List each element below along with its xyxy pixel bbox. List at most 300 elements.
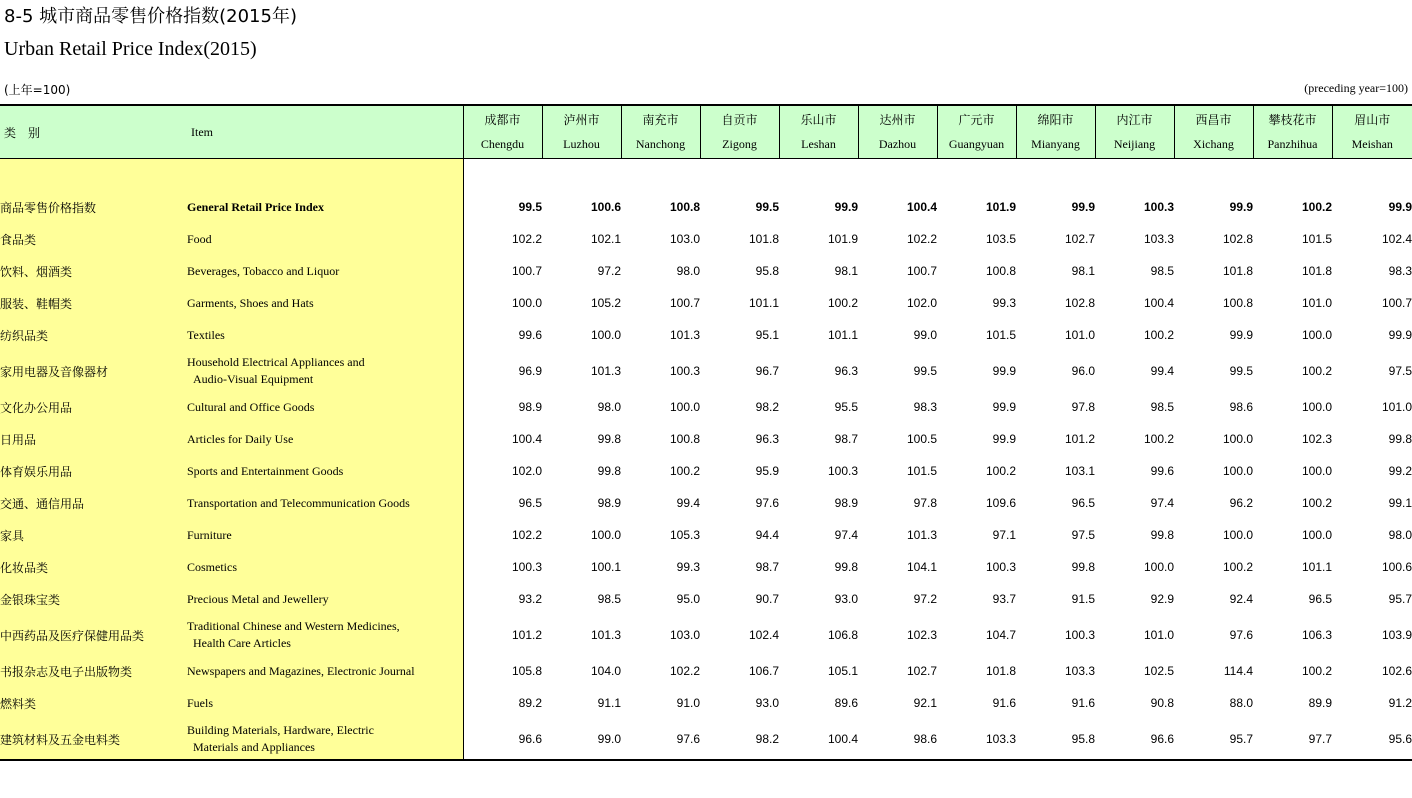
value-cell: 102.4 bbox=[748, 628, 779, 642]
value-cell: 100.4 bbox=[511, 432, 542, 446]
row-item-en bbox=[187, 391, 463, 423]
header-city-cn: 自贡市 bbox=[721, 113, 758, 127]
value-cell: 102.7 bbox=[906, 664, 937, 678]
table-row bbox=[0, 255, 1412, 287]
value-cell: 98.1 bbox=[834, 264, 858, 278]
value-cell: 96.5 bbox=[518, 496, 542, 510]
row-category-cn: 饮料、烟酒类 bbox=[0, 255, 187, 287]
value-cell: 100.8 bbox=[985, 264, 1016, 278]
row-item-en bbox=[187, 191, 463, 223]
value-cell: 104.0 bbox=[590, 664, 621, 678]
value-cell: 95.0 bbox=[676, 592, 700, 606]
row-category-cn: 商品零售价格指数 bbox=[0, 191, 187, 223]
value-cell: 99.6 bbox=[1150, 464, 1174, 478]
row-item-en bbox=[187, 423, 463, 455]
value-cell: 95.7 bbox=[1174, 719, 1253, 760]
value-cell: 106.3 bbox=[1301, 628, 1332, 642]
value-cell: 96.6 bbox=[463, 719, 542, 760]
row-item-en bbox=[187, 319, 463, 351]
value-cell: 91.6 bbox=[1071, 696, 1095, 710]
value-cell: 103.3 bbox=[937, 719, 1016, 760]
value-cell: 98.7 bbox=[755, 560, 779, 574]
value-cell: 100.2 bbox=[1301, 200, 1332, 214]
value-cell: 99.5 bbox=[1229, 364, 1253, 378]
table-row bbox=[0, 615, 1412, 655]
value-cell: 93.0 bbox=[755, 696, 779, 710]
value-cell: 96.3 bbox=[755, 432, 779, 446]
value-cell: 102.1 bbox=[590, 232, 621, 246]
value-cell: 101.2 bbox=[1064, 432, 1095, 446]
value-cell: 102.2 bbox=[511, 232, 542, 246]
value-cell: 99.1 bbox=[1388, 496, 1412, 510]
value-cell: 101.0 bbox=[1143, 628, 1174, 642]
value-cell: 106.8 bbox=[827, 628, 858, 642]
value-cell: 101.1 bbox=[1301, 560, 1332, 574]
value-cell: 97.2 bbox=[597, 264, 621, 278]
value-cell: 100.0 bbox=[590, 528, 621, 542]
header-city bbox=[1253, 105, 1332, 159]
value-cell: 96.0 bbox=[1071, 364, 1095, 378]
value-cell: 92.1 bbox=[913, 696, 937, 710]
value-cell: 96.5 bbox=[1071, 496, 1095, 510]
value-cell: 98.9 bbox=[597, 496, 621, 510]
value-cell: 89.2 bbox=[518, 696, 542, 710]
row-item-en-line: Materials and Appliances bbox=[193, 740, 315, 754]
value-cell: 102.5 bbox=[1143, 664, 1174, 678]
table-header-row bbox=[0, 105, 1412, 159]
value-cell: 102.0 bbox=[906, 296, 937, 310]
value-cell: 101.2 bbox=[511, 628, 542, 642]
value-cell: 102.4 bbox=[1381, 232, 1412, 246]
value-cell: 98.0 bbox=[676, 264, 700, 278]
value-cell: 96.5 bbox=[1308, 592, 1332, 606]
value-cell: 100.8 bbox=[669, 432, 700, 446]
header-city bbox=[779, 105, 858, 159]
value-cell: 101.8 bbox=[985, 664, 1016, 678]
value-cell: 96.2 bbox=[1229, 496, 1253, 510]
value-cell: 99.9 bbox=[992, 400, 1016, 414]
value-cell: 103.0 bbox=[669, 232, 700, 246]
value-cell: 102.6 bbox=[1381, 664, 1412, 678]
row-item-en bbox=[187, 719, 463, 760]
row-item-en bbox=[187, 583, 463, 615]
row-item-en bbox=[187, 223, 463, 255]
value-cell: 101.0 bbox=[1301, 296, 1332, 310]
value-cell: 100.3 bbox=[669, 364, 700, 378]
value-cell: 99.4 bbox=[1150, 364, 1174, 378]
value-cell: 100.0 bbox=[511, 296, 542, 310]
row-item-en-line: Fuels bbox=[187, 695, 214, 710]
value-cell: 97.5 bbox=[1388, 364, 1412, 378]
spacer-row bbox=[0, 159, 1412, 192]
header-city-en: Panzhihua bbox=[1267, 137, 1318, 151]
value-cell: 91.1 bbox=[597, 696, 621, 710]
value-cell: 97.8 bbox=[1071, 400, 1095, 414]
page-title-cn: 8-5 城市商品零售价格指数(2015年) bbox=[4, 6, 297, 27]
value-cell: 98.2 bbox=[755, 400, 779, 414]
value-cell: 109.6 bbox=[985, 496, 1016, 510]
value-cell: 99.8 bbox=[597, 464, 621, 478]
row-category-cn: 交通、通信用品 bbox=[0, 487, 187, 519]
table-row bbox=[0, 391, 1412, 423]
value-cell: 105.2 bbox=[590, 296, 621, 310]
value-cell: 99.2 bbox=[1388, 464, 1412, 478]
table-row bbox=[0, 551, 1412, 583]
value-cell: 100.3 bbox=[511, 560, 542, 574]
header-city-en: Guangyuan bbox=[948, 137, 1005, 151]
value-cell: 101.3 bbox=[590, 628, 621, 642]
value-cell: 100.0 bbox=[669, 400, 700, 414]
table-row bbox=[0, 191, 1412, 223]
value-cell: 97.6 bbox=[755, 496, 779, 510]
value-cell: 98.3 bbox=[913, 400, 937, 414]
row-category-cn: 服装、鞋帽类 bbox=[0, 287, 187, 319]
value-cell: 93.2 bbox=[518, 592, 542, 606]
value-cell: 100.8 bbox=[669, 200, 700, 214]
value-cell: 100.2 bbox=[669, 464, 700, 478]
value-cell: 95.5 bbox=[834, 400, 858, 414]
table-row bbox=[0, 223, 1412, 255]
value-cell: 100.0 bbox=[590, 328, 621, 342]
table-row bbox=[0, 687, 1412, 719]
value-cell: 102.3 bbox=[1301, 432, 1332, 446]
header-item: Item bbox=[187, 105, 463, 159]
row-item-en bbox=[187, 287, 463, 319]
value-cell: 101.5 bbox=[1301, 232, 1332, 246]
value-cell: 90.7 bbox=[755, 592, 779, 606]
header-city bbox=[1174, 105, 1253, 159]
header-city-en: Chengdu bbox=[480, 137, 525, 151]
header-city-en: Luzhou bbox=[563, 137, 600, 151]
value-cell: 100.2 bbox=[1301, 496, 1332, 510]
header-city-cn: 绵阳市 bbox=[1037, 113, 1074, 127]
value-cell: 105.8 bbox=[511, 664, 542, 678]
value-cell: 97.5 bbox=[1071, 528, 1095, 542]
row-item-en bbox=[187, 455, 463, 487]
header-city-en: Leshan bbox=[801, 137, 836, 151]
row-category-cn: 化妆品类 bbox=[0, 551, 187, 583]
value-cell: 101.1 bbox=[748, 296, 779, 310]
row-item-en-line: Textiles bbox=[187, 327, 225, 342]
row-item-en-line: General Retail Price Index bbox=[187, 199, 324, 214]
table-row bbox=[0, 583, 1412, 615]
header-city bbox=[858, 105, 937, 159]
row-category-cn: 纺织品类 bbox=[0, 319, 187, 351]
row-item-en bbox=[187, 551, 463, 583]
row-category-cn: 日用品 bbox=[0, 423, 187, 455]
header-city bbox=[1095, 105, 1174, 159]
value-cell: 89.9 bbox=[1308, 696, 1332, 710]
value-cell: 100.7 bbox=[669, 296, 700, 310]
value-cell: 98.2 bbox=[700, 719, 779, 760]
value-cell: 103.0 bbox=[669, 628, 700, 642]
value-cell: 100.0 bbox=[1301, 464, 1332, 478]
value-cell: 91.2 bbox=[1388, 696, 1412, 710]
value-cell: 104.7 bbox=[985, 628, 1016, 642]
value-cell: 102.8 bbox=[1064, 296, 1095, 310]
value-cell: 101.3 bbox=[590, 364, 621, 378]
value-cell: 95.8 bbox=[755, 264, 779, 278]
value-cell: 101.3 bbox=[906, 528, 937, 542]
value-cell: 98.5 bbox=[1150, 264, 1174, 278]
header-city-cn: 内江市 bbox=[1116, 113, 1153, 127]
row-item-en-line: Beverages, Tobacco and Liquor bbox=[187, 263, 340, 278]
value-cell: 100.1 bbox=[590, 560, 621, 574]
value-cell: 99.5 bbox=[518, 200, 542, 214]
row-category-cn: 家用电器及音像器材 bbox=[0, 351, 187, 391]
header-city bbox=[463, 105, 542, 159]
header-city bbox=[937, 105, 1016, 159]
value-cell: 92.9 bbox=[1150, 592, 1174, 606]
value-cell: 93.7 bbox=[992, 592, 1016, 606]
value-cell: 102.3 bbox=[906, 628, 937, 642]
value-cell: 97.4 bbox=[1150, 496, 1174, 510]
value-cell: 100.4 bbox=[779, 719, 858, 760]
header-city-cn: 眉山市 bbox=[1354, 113, 1391, 127]
page-title-en: Urban Retail Price Index(2015) bbox=[4, 38, 257, 60]
row-category-cn: 建筑材料及五金电料类 bbox=[0, 719, 187, 760]
value-cell: 100.4 bbox=[906, 200, 937, 214]
value-cell: 101.9 bbox=[827, 232, 858, 246]
row-category-cn: 燃料类 bbox=[0, 687, 187, 719]
row-item-en bbox=[187, 655, 463, 687]
value-cell: 90.8 bbox=[1150, 696, 1174, 710]
value-cell: 98.9 bbox=[518, 400, 542, 414]
value-cell: 99.9 bbox=[1229, 200, 1253, 214]
header-city bbox=[1332, 105, 1412, 159]
row-item-en-line: Traditional Chinese and Western Medicines, bbox=[187, 619, 400, 633]
value-cell: 100.6 bbox=[590, 200, 621, 214]
row-item-en bbox=[187, 615, 463, 655]
value-cell: 101.8 bbox=[748, 232, 779, 246]
value-cell: 98.0 bbox=[597, 400, 621, 414]
header-city-cn: 西昌市 bbox=[1195, 113, 1232, 127]
value-cell: 106.7 bbox=[748, 664, 779, 678]
value-cell: 99.3 bbox=[676, 560, 700, 574]
header-city-en: Xichang bbox=[1193, 137, 1234, 151]
value-cell: 100.3 bbox=[1143, 200, 1174, 214]
value-cell: 96.7 bbox=[755, 364, 779, 378]
value-cell: 98.3 bbox=[1388, 264, 1412, 278]
value-cell: 91.0 bbox=[676, 696, 700, 710]
table-row bbox=[0, 719, 1412, 760]
value-cell: 100.3 bbox=[1064, 628, 1095, 642]
value-cell: 100.0 bbox=[1222, 432, 1253, 446]
value-cell: 100.0 bbox=[1301, 528, 1332, 542]
value-cell: 99.0 bbox=[913, 328, 937, 342]
value-cell: 97.2 bbox=[913, 592, 937, 606]
value-cell: 100.3 bbox=[985, 560, 1016, 574]
row-item-en-line: Building Materials, Hardware, Electric bbox=[187, 723, 374, 737]
value-cell: 98.7 bbox=[834, 432, 858, 446]
value-cell: 101.3 bbox=[669, 328, 700, 342]
header-city-cn: 泸州市 bbox=[563, 113, 600, 127]
value-cell: 88.0 bbox=[1229, 696, 1253, 710]
row-item-en-line: Food bbox=[187, 231, 212, 246]
value-cell: 98.0 bbox=[1388, 528, 1412, 542]
value-cell: 102.2 bbox=[511, 528, 542, 542]
value-cell: 102.0 bbox=[511, 464, 542, 478]
header-city bbox=[700, 105, 779, 159]
value-cell: 98.5 bbox=[597, 592, 621, 606]
value-cell: 96.3 bbox=[834, 364, 858, 378]
value-cell: 96.9 bbox=[518, 364, 542, 378]
table-row bbox=[0, 287, 1412, 319]
value-cell: 95.8 bbox=[1016, 719, 1095, 760]
row-item-en bbox=[187, 351, 463, 391]
value-cell: 99.9 bbox=[1229, 328, 1253, 342]
value-cell: 97.6 bbox=[621, 719, 700, 760]
value-cell: 100.2 bbox=[1143, 328, 1174, 342]
value-cell: 100.7 bbox=[906, 264, 937, 278]
value-cell: 99.9 bbox=[992, 364, 1016, 378]
table-row bbox=[0, 423, 1412, 455]
header-city bbox=[542, 105, 621, 159]
value-cell: 91.6 bbox=[992, 696, 1016, 710]
row-category-cn: 食品类 bbox=[0, 223, 187, 255]
row-item-en-line: Health Care Articles bbox=[193, 636, 291, 650]
value-cell: 95.7 bbox=[1388, 592, 1412, 606]
value-cell: 96.6 bbox=[1095, 719, 1174, 760]
row-category-cn: 金银珠宝类 bbox=[0, 583, 187, 615]
table-row bbox=[0, 487, 1412, 519]
row-item-en-line: Articles for Daily Use bbox=[187, 431, 294, 446]
value-cell: 100.2 bbox=[827, 296, 858, 310]
value-cell: 103.3 bbox=[1143, 232, 1174, 246]
row-item-en bbox=[187, 519, 463, 551]
value-cell: 100.2 bbox=[1301, 364, 1332, 378]
price-index-table bbox=[0, 104, 1412, 761]
row-category-cn: 书报杂志及电子出版物类 bbox=[0, 655, 187, 687]
value-cell: 100.0 bbox=[1222, 528, 1253, 542]
row-item-en-line: Cosmetics bbox=[187, 559, 237, 574]
value-cell: 103.1 bbox=[1064, 464, 1095, 478]
value-cell: 99.9 bbox=[992, 432, 1016, 446]
value-cell: 102.2 bbox=[669, 664, 700, 678]
value-cell: 103.5 bbox=[985, 232, 1016, 246]
table-row bbox=[0, 519, 1412, 551]
value-cell: 98.1 bbox=[1071, 264, 1095, 278]
value-cell: 101.5 bbox=[906, 464, 937, 478]
value-cell: 99.6 bbox=[518, 328, 542, 342]
unit-note-en: (preceding year=100) bbox=[1304, 81, 1408, 95]
value-cell: 99.8 bbox=[597, 432, 621, 446]
value-cell: 99.9 bbox=[1388, 200, 1412, 214]
header-city-cn: 南充市 bbox=[642, 113, 679, 127]
value-cell: 98.6 bbox=[1229, 400, 1253, 414]
value-cell: 97.4 bbox=[834, 528, 858, 542]
value-cell: 100.8 bbox=[1222, 296, 1253, 310]
row-item-en bbox=[187, 687, 463, 719]
value-cell: 97.8 bbox=[913, 496, 937, 510]
header-city-cn: 成都市 bbox=[484, 113, 521, 127]
value-cell: 97.1 bbox=[992, 528, 1016, 542]
value-cell: 99.3 bbox=[992, 296, 1016, 310]
value-cell: 101.8 bbox=[1301, 264, 1332, 278]
value-cell: 100.0 bbox=[1143, 560, 1174, 574]
value-cell: 99.0 bbox=[542, 719, 621, 760]
row-item-en-line: Newspapers and Magazines, Electronic Journal bbox=[187, 663, 415, 678]
value-cell: 101.0 bbox=[1064, 328, 1095, 342]
value-cell: 101.8 bbox=[1222, 264, 1253, 278]
value-cell: 98.6 bbox=[858, 719, 937, 760]
value-cell: 101.0 bbox=[1381, 400, 1412, 414]
value-cell: 103.9 bbox=[1381, 628, 1412, 642]
header-city-cn: 广元市 bbox=[958, 113, 995, 127]
value-cell: 102.2 bbox=[906, 232, 937, 246]
value-cell: 101.5 bbox=[985, 328, 1016, 342]
header-city bbox=[621, 105, 700, 159]
header-city-en: Zigong bbox=[722, 137, 757, 151]
table-row bbox=[0, 319, 1412, 351]
header-city-cn: 攀枝花市 bbox=[1268, 113, 1317, 127]
value-cell: 103.3 bbox=[1064, 664, 1095, 678]
value-cell: 89.6 bbox=[834, 696, 858, 710]
value-cell: 102.7 bbox=[1064, 232, 1095, 246]
table-row bbox=[0, 455, 1412, 487]
header-category: 类 别 bbox=[0, 105, 187, 159]
unit-note-cn: (上年=100) bbox=[4, 83, 71, 97]
value-cell: 100.3 bbox=[827, 464, 858, 478]
value-cell: 99.8 bbox=[834, 560, 858, 574]
value-cell: 98.9 bbox=[834, 496, 858, 510]
value-cell: 100.2 bbox=[1222, 560, 1253, 574]
value-cell: 91.5 bbox=[1071, 592, 1095, 606]
value-cell: 99.4 bbox=[676, 496, 700, 510]
row-item-en-line: Furniture bbox=[187, 527, 232, 542]
value-cell: 99.8 bbox=[1071, 560, 1095, 574]
value-cell: 92.4 bbox=[1229, 592, 1253, 606]
value-cell: 114.4 bbox=[1223, 664, 1253, 678]
value-cell: 101.9 bbox=[985, 200, 1016, 214]
value-cell: 95.6 bbox=[1332, 719, 1412, 760]
row-category-cn: 体育娱乐用品 bbox=[0, 455, 187, 487]
header-city-cn: 乐山市 bbox=[800, 113, 837, 127]
row-item-en-line: Transportation and Telecommunication Goods bbox=[187, 495, 410, 510]
row-item-en-line: Sports and Entertainment Goods bbox=[187, 463, 344, 478]
row-category-cn: 家具 bbox=[0, 519, 187, 551]
header-city-en: Meishan bbox=[1351, 137, 1393, 151]
row-category-cn: 中西药品及医疗保健用品类 bbox=[0, 615, 187, 655]
row-category-cn: 文化办公用品 bbox=[0, 391, 187, 423]
value-cell: 97.7 bbox=[1253, 719, 1332, 760]
value-cell: 104.1 bbox=[906, 560, 937, 574]
row-item-en-line: Garments, Shoes and Hats bbox=[187, 295, 314, 310]
row-item-en-line: Household Electrical Appliances and bbox=[187, 355, 365, 369]
value-cell: 99.9 bbox=[834, 200, 858, 214]
value-cell: 99.9 bbox=[1388, 328, 1412, 342]
value-cell: 100.0 bbox=[1301, 400, 1332, 414]
value-cell: 105.3 bbox=[669, 528, 700, 542]
row-item-en-line: Cultural and Office Goods bbox=[187, 399, 315, 414]
row-item-en-line: Audio-Visual Equipment bbox=[193, 372, 314, 386]
value-cell: 100.2 bbox=[1143, 432, 1174, 446]
value-cell: 100.2 bbox=[985, 464, 1016, 478]
value-cell: 97.6 bbox=[1229, 628, 1253, 642]
header-city bbox=[1016, 105, 1095, 159]
row-item-en bbox=[187, 255, 463, 287]
value-cell: 93.0 bbox=[834, 592, 858, 606]
header-city-en: Dazhou bbox=[878, 137, 917, 151]
header-city-en: Mianyang bbox=[1031, 137, 1080, 151]
value-cell: 99.8 bbox=[1150, 528, 1174, 542]
row-item-en-line: Precious Metal and Jewellery bbox=[187, 591, 329, 606]
value-cell: 100.2 bbox=[1301, 664, 1332, 678]
value-cell: 100.0 bbox=[1222, 464, 1253, 478]
table-row bbox=[0, 351, 1412, 391]
value-cell: 98.5 bbox=[1150, 400, 1174, 414]
value-cell: 100.5 bbox=[906, 432, 937, 446]
